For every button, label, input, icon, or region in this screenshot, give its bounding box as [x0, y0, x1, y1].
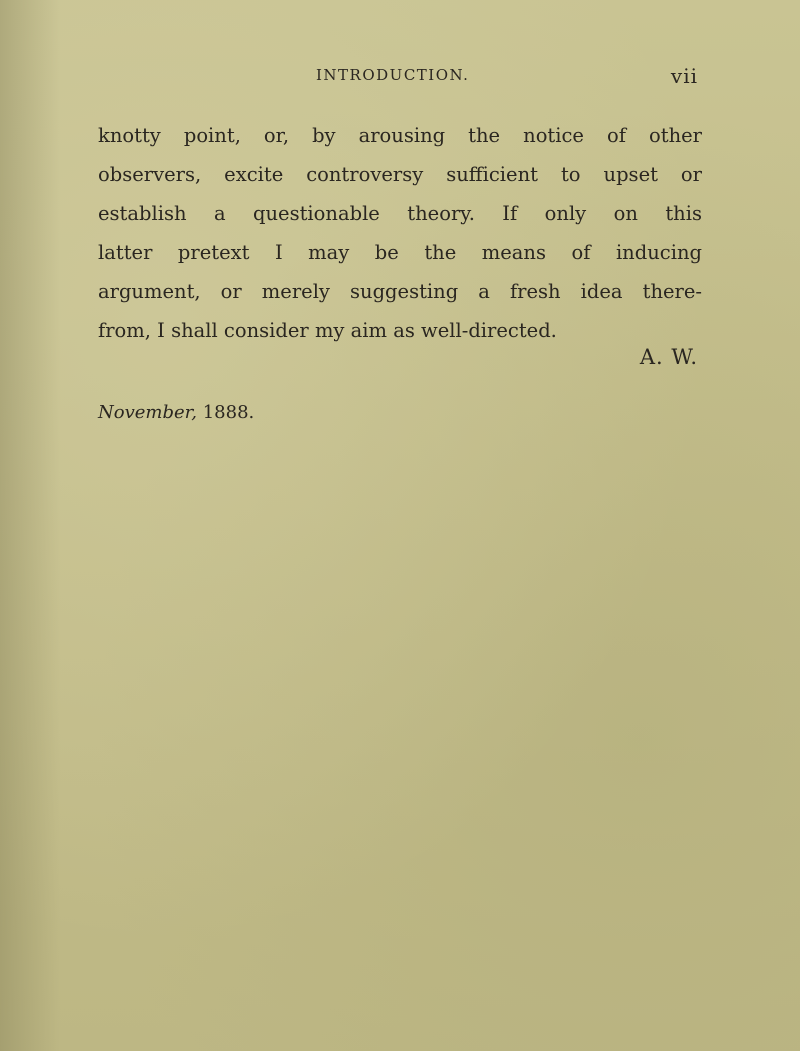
- text-line: latter pretext I may be the means of inducing: [98, 241, 702, 264]
- text-line: argument, or merely suggesting a fresh idea there-: [98, 280, 702, 303]
- dateline-month: November,: [98, 402, 197, 423]
- page-number: vii: [670, 64, 698, 88]
- text-line: knotty point, or, by arousing the notice of other: [98, 124, 702, 147]
- running-title: INTRODUCTION.: [316, 66, 470, 84]
- running-head: [98, 66, 698, 90]
- text-line: establish a questionable theory. If only on this: [98, 202, 702, 225]
- page-edge-shadow: [0, 0, 60, 1051]
- text-line: from, I shall consider my aim as well-directed.: [98, 319, 557, 342]
- body-paragraph: [98, 116, 702, 350]
- dateline-year: 1888.: [202, 402, 255, 423]
- author-signature: A. W.: [639, 345, 698, 369]
- dateline: [98, 402, 254, 423]
- text-line: observers, excite controversy sufficient to upset or: [98, 163, 702, 186]
